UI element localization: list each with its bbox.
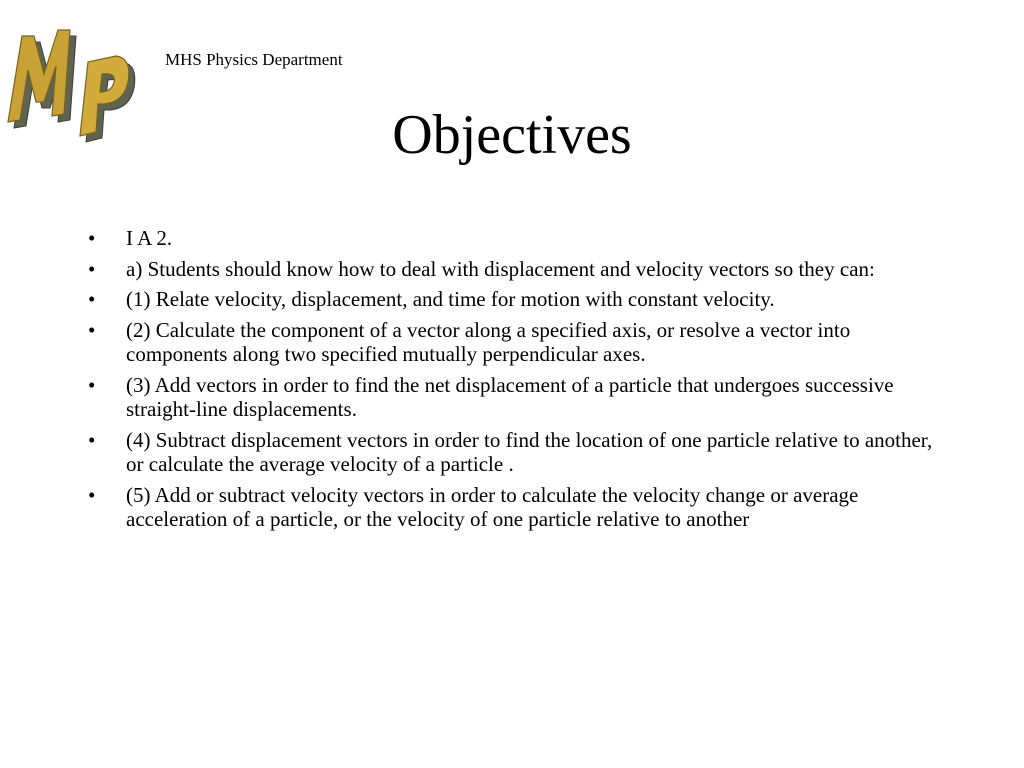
list-item	[88, 483, 948, 532]
bullet-icon: •	[88, 317, 96, 342]
list-item-text: (5) Add or subtract velocity vectors in order to calculate the velocity change or average acceleration of a particle, or the velocity of one particle relative to another	[126, 482, 859, 531]
bullet-icon: •	[88, 482, 96, 507]
slide-title: Objectives	[392, 104, 632, 166]
bullet-icon: •	[88, 372, 96, 397]
list-item-text: (1) Relate velocity, displacement, and time for motion with constant velocity.	[126, 287, 775, 311]
list-item-text: I A 2.	[126, 226, 173, 250]
list-item-text: (2) Calculate the component of a vector along a specified axis, or resolve a vector into components along two specified mutually perpendicular axes.	[126, 317, 851, 366]
list-item-text: a) Students should know how to deal with displacement and velocity vectors so they can:	[126, 256, 875, 281]
list-item-text: (4) Subtract displacement vectors in order to find the location of one particle relative to another, or calculate the average velocity of a particle .	[126, 427, 933, 476]
list-item	[88, 226, 948, 251]
list-item	[88, 428, 948, 477]
objectives-list	[88, 226, 948, 538]
bullet-icon: •	[88, 256, 96, 281]
list-item	[88, 318, 948, 367]
department-label: MHS Physics Department	[165, 50, 343, 69]
bullet-icon: •	[88, 427, 96, 452]
list-item	[88, 373, 948, 422]
list-item	[88, 257, 948, 282]
bullet-icon: •	[88, 226, 96, 250]
list-item-text: (3) Add vectors in order to find the net displacement of a particle that undergoes successive straight-line displacements.	[126, 372, 894, 421]
bullet-icon: •	[88, 287, 96, 311]
list-item	[88, 287, 948, 312]
